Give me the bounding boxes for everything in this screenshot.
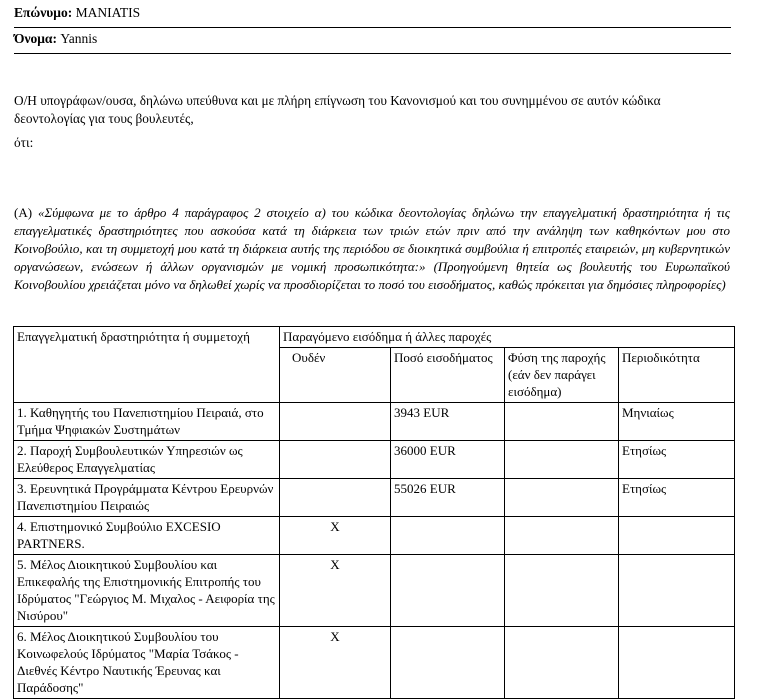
row-nature [505, 627, 619, 699]
section-a-paragraph [14, 204, 730, 294]
row-amount: 55026 EUR [391, 479, 505, 517]
header-amount: Ποσό εισοδήματος [391, 348, 505, 403]
declaration-line-1: Ο/Η υπογράφων/ουσα, δηλώνω υπεύθυνα και με πλήρη επίγνωση του Κανονισμού και του συνημμένου σε αυτόν κώδικα [14, 93, 661, 108]
row-activity: 3. Ερευνητικά Προγράμματα Κέντρου Ερευρνών Πανεπιστημίου Πειραιώς [14, 479, 280, 517]
surname-line [14, 5, 731, 28]
declaration-text [14, 92, 731, 128]
activities-table [13, 326, 735, 699]
row-nature [505, 403, 619, 441]
table-row [14, 479, 735, 517]
surname-value: MANIATIS [75, 5, 141, 20]
header-period: Περιοδικότητα [619, 348, 735, 403]
header-nature: Φύση της παροχής (εάν δεν παράγει εισόδημα) [505, 348, 619, 403]
table-row [14, 403, 735, 441]
row-period [619, 555, 735, 627]
declaration-oti: ότι: [14, 135, 34, 150]
row-amount [391, 517, 505, 555]
header-none: Ουδέν [280, 348, 391, 403]
row-activity: 2. Παροχή Συμβουλευτικών Υπηρεσιών ως Ελεύθερος Επαγγελματίας [14, 441, 280, 479]
table-row [14, 555, 735, 627]
row-none: X [280, 555, 391, 627]
row-nature [505, 479, 619, 517]
row-period: Ετησίως [619, 479, 735, 517]
section-a-prefix: (A) [14, 205, 33, 220]
row-activity: 5. Μέλος Διοικητικού Συμβουλίου και Επικεφαλής της Επιστημονικής Επιτροπής του Ιδρύματος "Γεώργιος Μ. Μιχαλος - Αειφορία της Νισύρου" [14, 555, 280, 627]
surname-label: Επώνυμο: [14, 5, 73, 20]
row-period: Μηνιαίως [619, 403, 735, 441]
table-row [14, 441, 735, 479]
row-amount [391, 627, 505, 699]
name-label: Όνομα: [14, 31, 57, 46]
row-nature [505, 441, 619, 479]
row-period [619, 627, 735, 699]
row-none: X [280, 627, 391, 699]
row-activity: 1. Καθηγητής του Πανεπιστημίου Πειραιά, στο Τμήμα Ψηφιακών Συστημάτων [14, 403, 280, 441]
row-none [280, 479, 391, 517]
row-none [280, 441, 391, 479]
row-amount: 36000 EUR [391, 441, 505, 479]
row-period [619, 517, 735, 555]
row-amount [391, 555, 505, 627]
row-period: Ετησίως [619, 441, 735, 479]
row-nature [505, 517, 619, 555]
section-a-italic-text: «Σύμφωνα με το άρθρο 4 παράγραφος 2 στοιχείο α) του κώδικα δεοντολογίας δηλώνω την επαγγελματική δραστηριότητα ή τις επαγγελματικές δραστηριότητες που ασκούσα κατά τη διάρκεια των τριών ετών πριν από την ανάληψη των καθηκόντων μου στο Κοινοβούλιο, και τη συμμετοχή μου κατά τη διάρκεια αυτής της περιόδου σε διοικητικά συμβούλια ή επιτροπές εταιρειών, μη κυβερνητικών οργανώσεων, ενώσεων ή άλλων οργανισμών με νομική προσωπικότητα:» [14, 205, 730, 274]
row-nature [505, 555, 619, 627]
table-row [14, 627, 735, 699]
row-none [280, 403, 391, 441]
name-value: Yannis [60, 31, 98, 46]
table-row [14, 517, 735, 555]
header-income-group: Παραγόμενο εισόδημα ή άλλες παροχές [280, 327, 735, 348]
section-a-note: (Προηγούμενη θητεία ως βουλευτής του Ευρωπαϊκού Κοινοβουλίου χρειάζεται μόνο να δηλωθεί χωρίς να προσδιορίζεται το ποσό του εισοδήματος, καθώς πρόκειται για δημόσιες πληροφορίες) [14, 259, 730, 292]
row-activity: 4. Επιστημονικό Συμβούλιο EXCESIO PARTNERS. [14, 517, 280, 555]
declaration-line-2: δεοντολογίας για τους βουλευτές, [14, 111, 194, 126]
table-header-row-1 [14, 327, 735, 348]
row-amount: 3943 EUR [391, 403, 505, 441]
row-activity: 6. Μέλος Διοικητικού Συμβουλίου του Κοινωφελούς Ιδρύματος "Μαρία Τσάκος - Διεθνές Κέντρο Ναυτικής Έρευνας και Παράδοσης" [14, 627, 280, 699]
row-none: X [280, 517, 391, 555]
header-activity: Επαγγελματική δραστηριότητα ή συμμετοχή [14, 327, 280, 403]
name-line [14, 31, 731, 54]
